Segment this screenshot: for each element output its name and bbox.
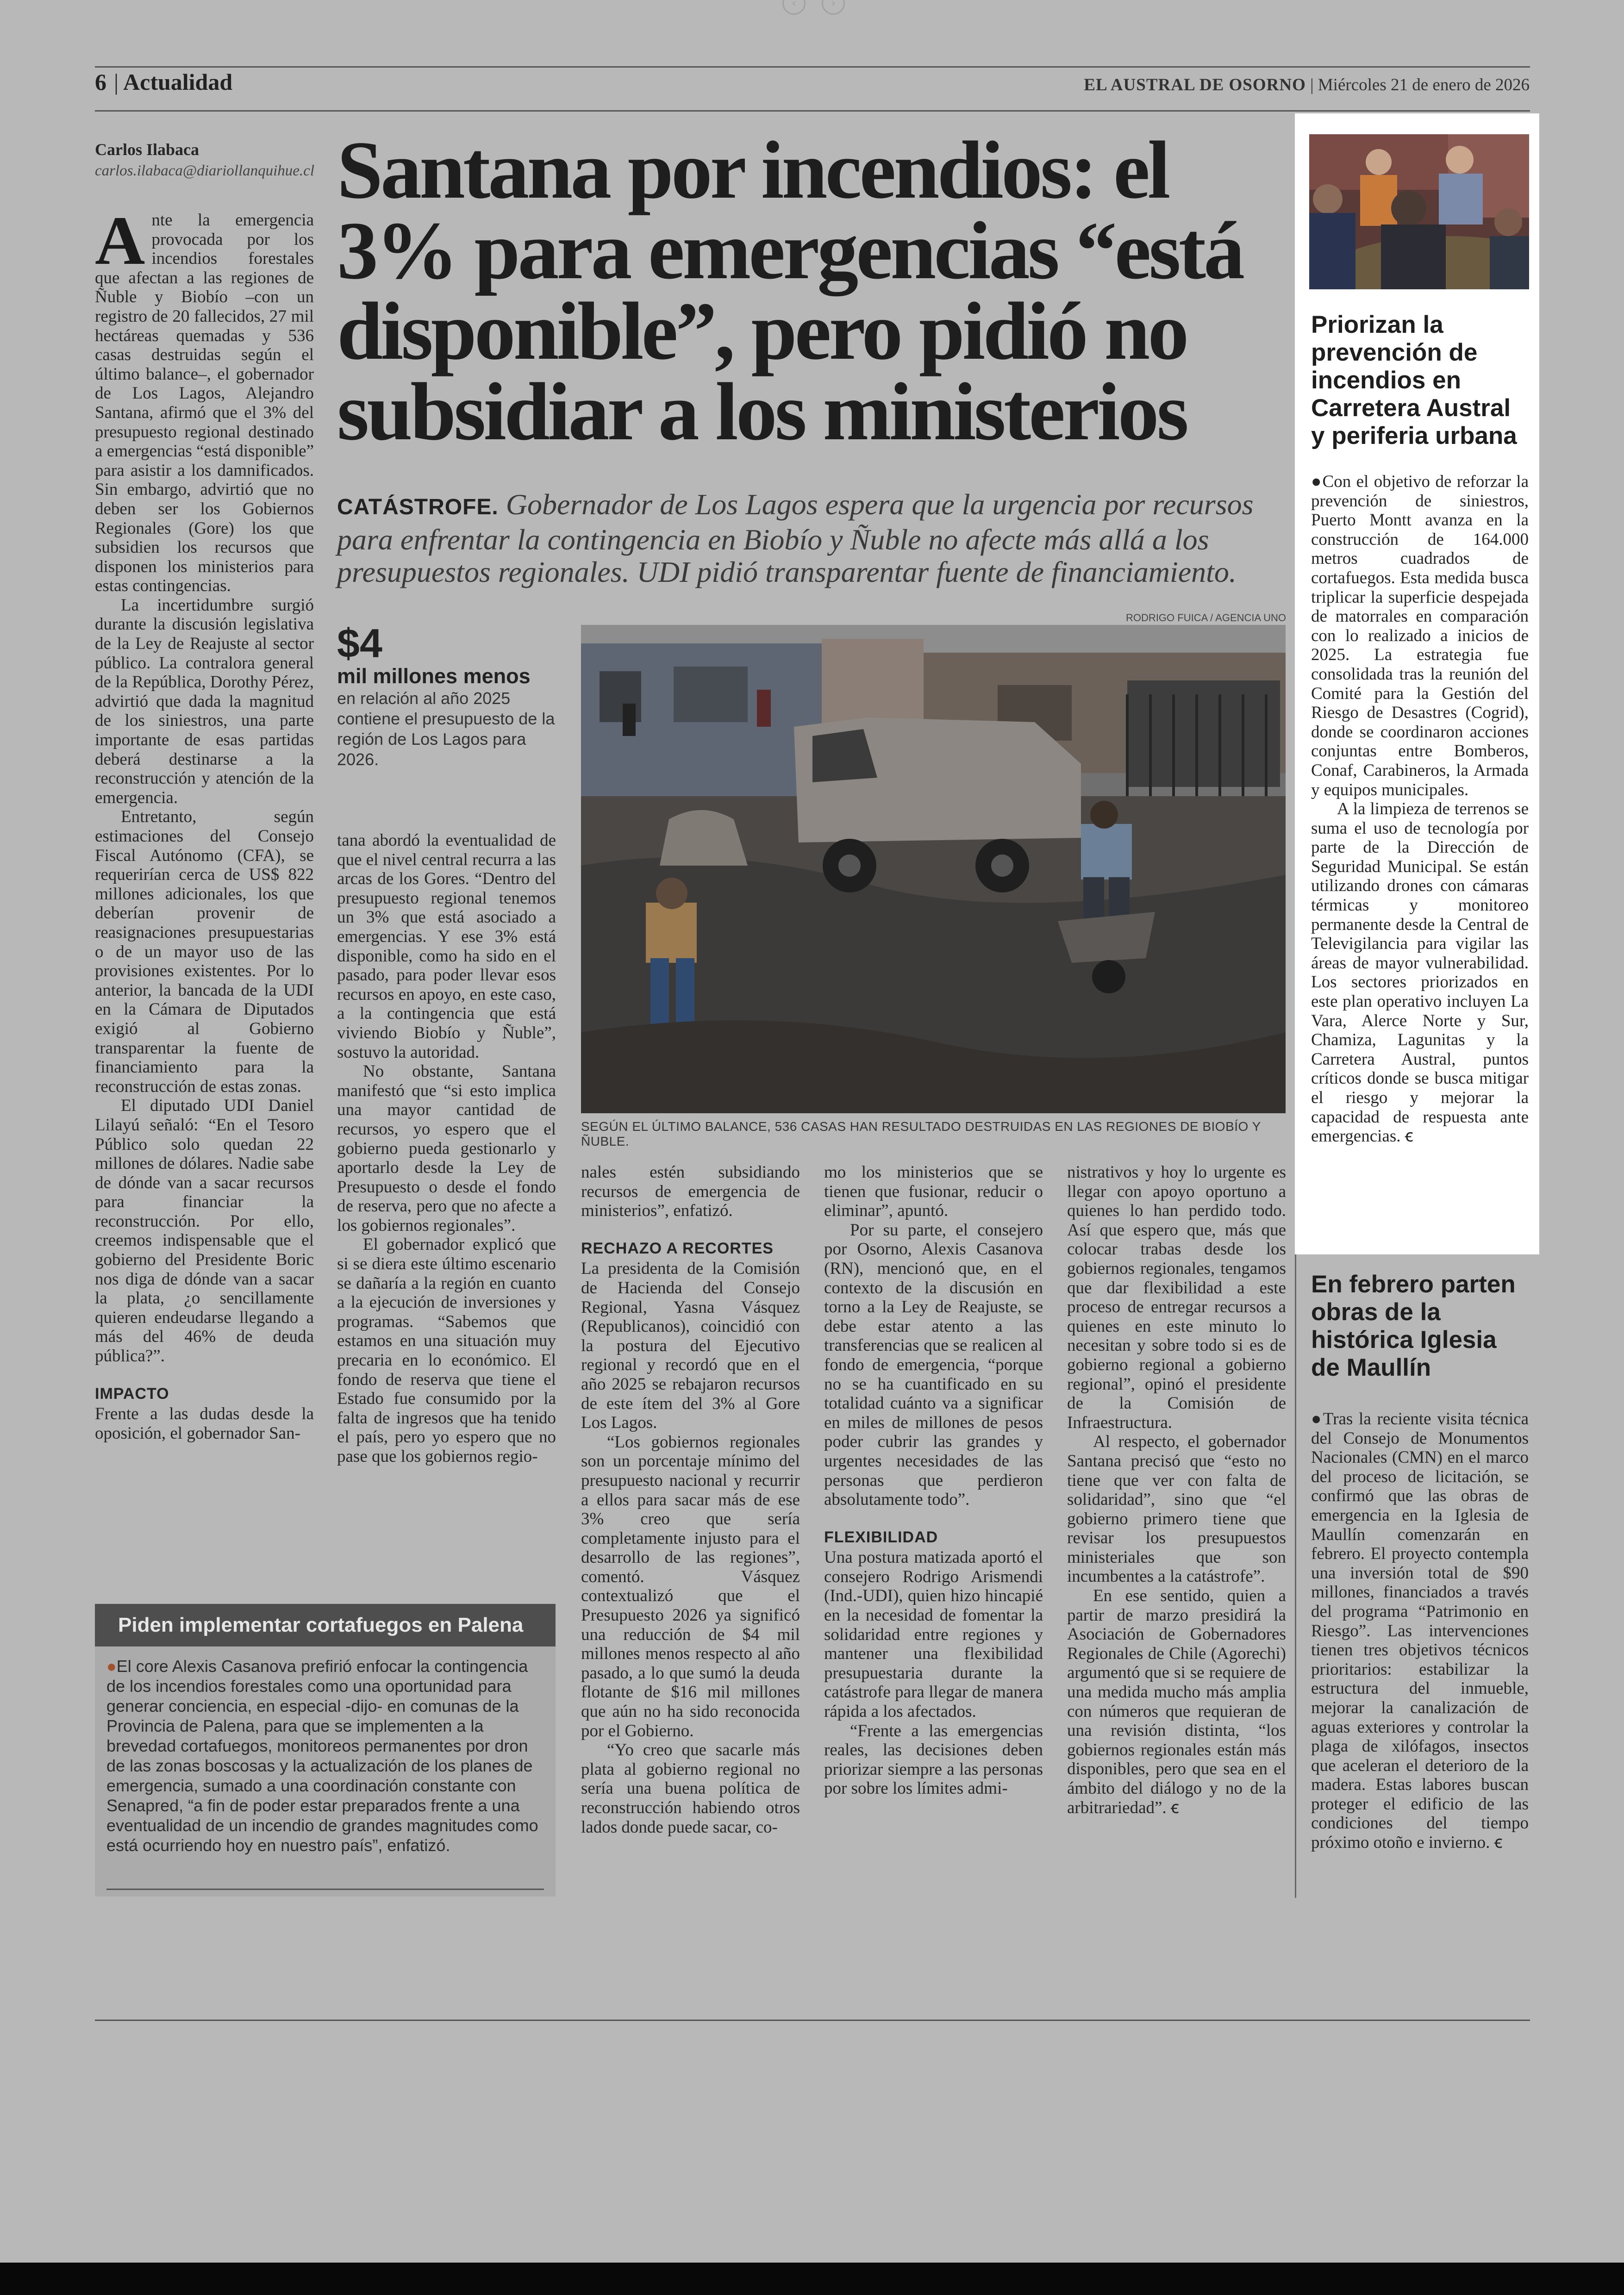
sidebar1-paragraph: A la limpieza de terrenos se suma el uso de tecnología por parte de la Dirección de Seguridad Municipal. Se están utilizando drones con cámaras térmicas y monitoreo permanente desde la Central de Televigilancia para vigilar las áreas de mayor vulnerabilidad. Los sectores priorizados en este plan operativo incluyen La Vara, Alerce Norte y Sur, Chamiza, Lagunitas y la Carretera Austral, puntos críticos donde se busca mitigar el riesgo y mejorar la capacidad de respuesta ante emergencias. — [1311, 799, 1529, 1146]
article-paragraph: La incertidumbre surgió durante la discusión legislativa de la Ley de Reajuste al sector público. La contralora general de la República, Dorothy Pérez, advirtió que dada la magnitud de los siniestros, una parte importante de esas partidas deberá destinarse a la reconstrucción y atención de la emergencia. — [95, 595, 314, 807]
sidebar2-paragraph: Tras la reciente visita técnica del Consejo de Monumentos Nacionales (CMN) en el marco del proceso de licitación, se confirmó que las obras de emergencia en la Iglesia de Maullín comenzarán en febrero. El proyecto contempla una inversión total de $90 millones, financiados a través del programa “Patrimonio en Riesgo”. Las intervenciones tienen tres objetivos técnicos prioritarios: estabilizar la estructura del inmueble, mejorar la canalización de aguas exteriores y controlar la plaga de xilófagos, insectos que aceleran el deterioro de la madera. Estas labores buscan proteger el edificio de las condiciones del tiempo próximo otoño e invierno. — [1311, 1409, 1529, 1852]
sidebar1-paragraph: Con el objetivo de reforzar la prevención de siniestros, Puerto Montt avanza en la construcción de 164.000 metros cuadrados de cortafuegos. Esta medida busca triplicar la superficie despejada de matorrales en comparación con lo realizado a inicios de 2025. La estrategia fue consolidada tras la reunión del Comité para la Gestión del Riesgo de Desastres (Cogrid), donde se coordinaron acciones conjuntas entre Bomberos, Conaf, Carabineros, la Armada y equipos municipales. — [1311, 472, 1529, 799]
drop-cap: A — [95, 202, 145, 279]
box-bottom-rule — [106, 1889, 544, 1890]
fire-aftermath-illustration — [581, 625, 1286, 1113]
sidebar2-text — [1311, 1409, 1529, 1852]
bullet-icon: ● — [1311, 1409, 1323, 1428]
deck-text: Gobernador de Los Lagos espera que la urgencia por recursos para enfrentar la contingencia en Biobío y Ñuble no afecte más allá a los presupuestos regionales. UDI pidió transparentar fuente de financiamiento. — [337, 488, 1254, 588]
page-number: 6 — [95, 69, 106, 95]
page-nav — [778, 0, 852, 17]
author-name: Carlos Ilabaca — [95, 140, 199, 159]
article-column-3 — [581, 1163, 800, 1837]
article-paragraph: Frente a las dudas desde la oposición, el gobernador San- — [95, 1404, 314, 1443]
article-paragraph: nales estén subsidiando recursos de emergencia de ministerios”, enfatizó. — [581, 1163, 800, 1221]
author-email[interactable]: carlos.ilabaca@diariollanquihue.cl — [95, 162, 314, 179]
article-paragraph: Al respecto, el gobernador Santana precisó que “esto no tiene que ver con falta de solidaridad”, sino que “el gobierno primero tiene que revisar los presupuestos ministeriales que son incumbentes a la catástrofe”. — [1067, 1432, 1286, 1586]
end-mark-icon: ꞓ — [1405, 1127, 1413, 1146]
article-paragraph: Una postura matizada aportó el consejero Rodrigo Arismendi (Ind.-UDI), quien hizo hincapié en la necesidad de fomentar la solidaridad entre regiones y mantener una flexibilidad presupuestaria durante la catástrofe para llegar de manera rápida a los afectados. — [824, 1548, 1043, 1721]
photo-caption: SEGÚN EL ÚLTIMO BALANCE, 536 CASAS HAN RESULTADO DESTRUIDAS EN LAS REGIONES DE BIOBÍO Y ÑUBLE. — [581, 1119, 1261, 1148]
deck-kicker: CATÁSTROFE. — [337, 495, 499, 519]
article-paragraph: El diputado UDI Daniel Lilayú señaló: “En el Tesoro Público solo quedan 22 millones de dólares. Nadie sabe de dónde van a sacar recursos para financiar la reconstrucción. Por ello, creemos indispensable que el gobierno del Presidente Boric nos diga de dónde van a sacar la plata, ¿o sencillamente quieren endeudarse llegando a más del 46% de deuda pública?”. — [95, 1096, 314, 1366]
sidebar1-title: Priorizan la prevención de incendios en Carretera Austral y periferia urbana — [1311, 311, 1517, 449]
subhead-rechazo: RECHAZO A RECORTES — [581, 1239, 774, 1257]
subhead-flexibilidad: FLEXIBILIDAD — [824, 1528, 938, 1546]
article-paragraph: tana abordó la eventualidad de que el nivel central recurra a las arcas de los Gores. “Dentro del presupuesto regional tenemos un 3% que está asociado a emergencias. Y ese 3% está disponible, como ha sido en el pasado, para poder llevar esos recursos en apoyo, en este caso, a la contingencia que está viviendo Biobío y Ñuble”, sostuvo la autoridad. — [337, 831, 556, 1062]
stat-value: $4 — [337, 620, 382, 666]
article-paragraph: nistrativos y hoy lo urgente es llegar con apoyo oportuno a quienes lo han perdido todo. Así que espero que, más que colocar trabas desde los gobiernos regionales, tengamos que dar flexibilidad a este proceso de entregar recursos a quienes en este minuto lo necesitan y sobre todo si es de gobierno regional a gobierno regional”, opinó el presidente de la Comisión de Infraestructura. — [1067, 1163, 1286, 1432]
header-bottom-rule — [95, 110, 1530, 112]
photo-credit: RODRIGO FUICA / AGENCIA UNO — [1126, 612, 1286, 624]
stat-description: en relación al año 2025 contiene el presupuesto de la región de Los Lagos para 2026. — [337, 689, 555, 769]
section-name: Actualidad — [123, 69, 233, 95]
page-section-header: 6 | Actualidad — [95, 69, 233, 95]
article-paragraph: El gobernador explicó que si se diera este último escenario se dañaría a la región en cuanto a la ejecución de inversiones y programas. “Sabemos que estamos en una situación muy precaria en lo económico. El fondo de reserva que tiene el Estado fue consumido por la falta de ingresos que ha tenido el país, pero yo espero que no pase que los gobiernos regio- — [337, 1235, 556, 1466]
headline: Santana por incendios: el 3% para emergencias “está disponible”, pero pidió no subsidiar a los ministerios — [337, 124, 1243, 457]
sidebar-divider — [1295, 1254, 1296, 1898]
sidebar1-text — [1311, 472, 1529, 1146]
prev-page-button[interactable]: ‹ — [782, 0, 806, 15]
deck — [337, 488, 1295, 588]
issue-date: Miércoles 21 de enero de 2026 — [1318, 75, 1530, 94]
bullet-icon: ● — [1311, 472, 1323, 491]
sidebar2-title: En febrero parten obras de la histórica Iglesia de Maullín — [1311, 1271, 1516, 1381]
article-paragraph: Entretanto, según estimaciones del Consejo Fiscal Autónomo (CFA), se requerirían cerca de US$ 822 millones adicionales, los que deberían provenir de reasignaciones presupuestarias o de un mayor uso de las provisiones existentes. Por lo anterior, la bancada de la UDI en la Cámara de Diputados exigió al Gobierno transparentar la fuente de financiamiento para la reconstrucción de estas zonas. — [95, 807, 314, 1096]
article-paragraph: “Yo creo que sacarle más plata al gobierno regional no sería una buena política de reconstrucción habiendo otros lados donde puede sacar, co- — [581, 1740, 800, 1837]
bullet-icon: ● — [106, 1657, 117, 1676]
article-column-2 — [337, 831, 556, 1466]
article-column-5 — [1067, 1163, 1286, 1817]
article-paragraph-text: En ese sentido, quien a partir de marzo presidirá la Asociación de Gobernadores Regionales de Chile (Agorechi) argumentó que si se requiere de una medida mucho más amplia con números que requieran de una revisión distinta, “los gobiernos regionales están más disponibles, pero que sea en el ámbito del diálogo y no de la arbitrariedad”. — [1067, 1586, 1286, 1817]
article-paragraph: “Frente a las emergencias reales, las decisiones deben priorizar siempre a las personas por sobre los límites admi- — [824, 1721, 1043, 1798]
box-text — [106, 1656, 544, 1855]
stat-callout — [337, 620, 559, 770]
article-paragraph: La presidenta de la Comisión de Hacienda del Consejo Regional, Yasna Vásquez (Republicanos), coincidió con la postura del Ejecutivo regional y recordó que en el año 2025 se rebajaron recursos de este ítem del 3% al Gore Los Lagos. — [581, 1259, 800, 1433]
stat-label: mil millones menos — [337, 664, 531, 688]
author-byline — [95, 139, 314, 181]
article-paragraph: mo los ministerios que se tienen que fusionar, reducir o eliminar”, apuntó. — [824, 1163, 1043, 1221]
paper-date-header: EL AUSTRAL DE OSORNO | Miércoles 21 de enero de 2026 — [1084, 75, 1530, 94]
header-top-rule — [95, 66, 1530, 68]
article-paragraph: “Los gobiernos regionales son un porcentaje mínimo del presupuesto nacional y recurrir a ellos para sacar más de ese 3% creo que sería completamente injusto para el desarrollo de las regiones”, comentó. Vásquez contextualizó que el Presupuesto 2026 ya significó una reducción de $4 mil millones menos respecto al año pasado, a lo que sumó la deuda flotante de $16 mil millones que aún no ha sido reconocida por el Gobierno. — [581, 1432, 800, 1740]
end-mark-icon: ꞓ — [1494, 1833, 1503, 1852]
article-paragraph: nte la emergencia provocada por los incendios forestales que afectan a las regiones de Ñuble y Biobío –con un registro de 20 fallecidos, 27 mil hectáreas quemadas y 536 casas destruidas según el último balance–, el gobernador de Los Lagos, Alejandro Santana, afirmó que el 3% del presupuesto regional destinado a emergencias “está disponible” para asistir a los damnificados. Sin embargo, advirtió que no deben ser los Gobiernos Regionales (Gore) los que subsidien los recursos que disponen los ministerios para estas contingencias. — [95, 211, 314, 596]
box-title: Piden implementar cortafuegos en Palena — [95, 1604, 556, 1646]
article-paragraph: No obstante, Santana manifestó que “si esto implica una mayor cantidad de recursos, yo espero que el gobierno pueda gestionarlo y aportarlo desde la Ley de Presupuesto o desde el fondo de reserva, pero que no afecte a los gobiernos regionales”. — [337, 1062, 556, 1235]
newspaper-name: EL AUSTRAL DE OSORNO — [1084, 75, 1306, 94]
article-column-4 — [824, 1163, 1043, 1798]
next-page-button[interactable]: › — [822, 0, 845, 15]
viewer-bottom-bar — [0, 2263, 1624, 2295]
subhead-impacto: IMPACTO — [95, 1384, 169, 1403]
fire-aftermath-photo — [581, 625, 1286, 1113]
footer-rule — [95, 2020, 1530, 2021]
article-paragraph: Por su parte, el consejero por Osorno, Alexis Casanova (RN), mencionó que, en el contexto de la discusión en torno a la Ley de Reajuste, se debe estar atento a las transferencias que se realicen al fondo de emergencia, “porque no se ha cuantificado en su totalidad cuánto va a significar en miles de millones de pesos poder cubrir las grandes y urgentes necesidades de las personas que perdieron absolutamente todo”. — [824, 1220, 1043, 1509]
article-column-1 — [95, 202, 314, 1443]
box-paragraph: El core Alexis Casanova prefirió enfocar la contingencia de los incendios forestales como una oportunidad para generar conciencia, en especial -dijo- en comunas de la Provincia de Palena, para que se implementen a la brevedad cortafuegos, monitoreos permanentes por dron de las zonas boscosas y la actualización de los planes de emergencia, sumado a una coordinación constante con Senapred, “a fin de poder estar preparados frente a una eventualidad de un incendio de grandes magnitudes como está ocurriendo hoy en nuestro país”, enfatizó. — [106, 1657, 538, 1855]
meeting-photo — [1309, 134, 1529, 289]
end-mark-icon: ꞓ — [1170, 1798, 1179, 1817]
article-paragraph — [1067, 1586, 1286, 1817]
meeting-illustration — [1309, 134, 1529, 289]
